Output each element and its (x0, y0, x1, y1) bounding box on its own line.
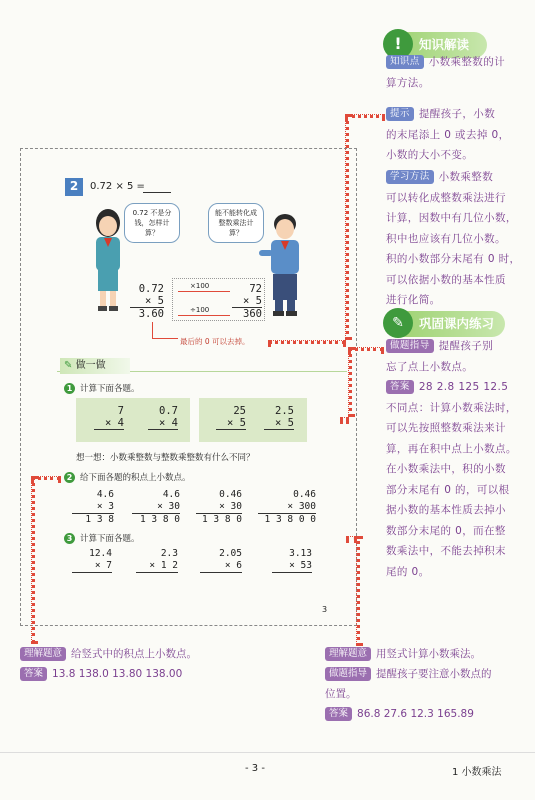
method-line: 可以依据小数的基本性质 (386, 273, 506, 286)
q1-item (94, 405, 124, 430)
do-it-title-label: 做一做 (75, 360, 106, 371)
answer-line: 可以先按照整数乘法来计 (386, 422, 506, 434)
q1-number: 1 (64, 383, 75, 394)
div-label: ÷100 (190, 306, 210, 314)
hint-text2: 的末尾添上 0 或去掉 0， (386, 128, 510, 141)
q1-item-line: × 4 (148, 417, 178, 430)
bottom-left-notes (20, 644, 340, 684)
q2-item (258, 489, 316, 526)
bottom-answer-text: 13.8 138.0 13.80 138.00 (52, 668, 183, 680)
method-line: 可以转化成整数乘法进行 (386, 191, 506, 204)
answer-line: 28 2.8 125 12.5 (418, 381, 509, 393)
q3-item-line: 3.13 (289, 548, 312, 559)
method-line: 积的小数部分末尾有 0 时， (386, 253, 521, 265)
leader-line (356, 536, 360, 646)
footer-rule (0, 752, 535, 753)
q3-item-line: × 6 (200, 560, 242, 573)
zero-note: 最后的 0 可以去掉。 (180, 337, 250, 346)
method-line: 小数乘整数 (438, 171, 494, 183)
calc-right (232, 283, 262, 320)
girl-speech-bubble: 0.72 不是分钱，怎样计算？ (124, 203, 180, 243)
q1-item-line: 0.7 (159, 405, 178, 417)
practice-header-label: 巩固课内练习 (419, 316, 495, 331)
leader-line (346, 536, 357, 540)
answer-line: 不同点：计算小数乘法时， (386, 401, 517, 414)
q1-item (216, 405, 246, 430)
calc-right-line: 360 (243, 308, 262, 320)
q2-item-line: 1 3 8 0 (201, 514, 242, 525)
knowledge-hint (386, 104, 526, 166)
q3-item-line: × 53 (272, 560, 312, 573)
leader-line (31, 476, 61, 480)
q2-number: 2 (64, 472, 75, 483)
right-guide-tag: 做题指导 (325, 667, 371, 681)
leader-line (31, 476, 35, 644)
q3-item-line: 12.4 (89, 548, 112, 559)
example-expression: 0.72 × 5 = (90, 181, 145, 192)
q3-item (136, 548, 178, 573)
leader-line (340, 417, 349, 421)
pencil-icon: ✎ (64, 360, 73, 371)
answer-line: 尾的 0。 (386, 565, 430, 578)
hint-tag: 提示 (386, 107, 414, 121)
q1-item-line: 7 (117, 405, 124, 417)
footer-chapter: 1 小数乘法 (452, 767, 502, 778)
practice-guide (386, 336, 528, 377)
q3-text: 计算下面各题。 (80, 534, 140, 544)
q3-item-line: 2.3 (160, 548, 178, 559)
leader-line (345, 114, 349, 340)
knowledge-header-label: 知识解读 (419, 37, 470, 52)
guide-tag: 做题指导 (386, 339, 434, 353)
method-line: 进行化简。 (386, 294, 441, 306)
pencil-icon: ✎ (383, 308, 413, 338)
calc-right-line: 72 (249, 283, 262, 295)
boy-speech-bubble: 能不能转化成整数乘法计算？ (208, 203, 264, 243)
calc-right-line: × 5 (232, 295, 262, 308)
footer-page-number: - 3 - (245, 763, 265, 774)
practice-answer (386, 377, 532, 582)
calc-left-line: 3.60 (138, 308, 164, 320)
answer-line: 在小数乘法中，积的小数 (386, 463, 506, 475)
answer-line: 数乘法中，不能去掉积末 (386, 545, 506, 557)
understand-tag: 理解题意 (20, 647, 66, 661)
right-understand-text: 用竖式计算小数乘法。 (376, 648, 482, 660)
q2-item-line: 1 3 8 0 (139, 514, 180, 525)
q1-item-line: × 5 (264, 417, 294, 430)
q3-item-line: 2.05 (219, 548, 242, 559)
q3 (64, 533, 140, 545)
answer-blank (143, 192, 171, 193)
knowledge-point-tag: 知识点 (386, 55, 424, 69)
q2 (64, 472, 191, 484)
q2-item-line: × 30 (132, 501, 180, 514)
mul-arrow (178, 291, 230, 292)
guide-line: 提醒孩子别 (438, 340, 494, 352)
answer-line: 数部分末尾的 0，而在整 (386, 524, 506, 537)
think-text: 想一想：小数乘整数与整数乘整数有什么不同？ (76, 453, 255, 463)
knowledge-point-text1: 小数乘整数的计 (428, 56, 506, 68)
q3-number: 3 (64, 533, 75, 544)
q3-item (272, 548, 312, 573)
q1-item-line: 25 (233, 405, 246, 417)
bottom-answer-tag: 答案 (20, 667, 47, 681)
q1-item-line: 2.5 (275, 405, 294, 417)
q2-item-line: × 3 (72, 501, 114, 514)
method-tag: 学习方法 (386, 170, 434, 184)
answer-tag: 答案 (386, 380, 414, 394)
answer-line: 算，再在积中点上小数点。 (386, 442, 517, 455)
practice-header (385, 311, 505, 337)
q1 (64, 383, 140, 395)
right-understand-tag: 理解题意 (325, 647, 371, 661)
answer-line: 部分末尾有 0 的，可以根 (386, 483, 510, 496)
q3-item (72, 548, 112, 573)
do-it-title (60, 358, 130, 374)
hint-text3: 小数的大小不变。 (386, 149, 474, 161)
q2-text: 给下面各题的积点上小数点。 (80, 473, 191, 483)
right-answer-tag: 答案 (325, 707, 352, 721)
right-answer-text: 86.8 27.6 12.3 165.89 (357, 708, 474, 720)
calc-left-line: × 5 (130, 295, 164, 308)
exclamation-icon: ! (383, 29, 413, 59)
q1-item (264, 405, 294, 430)
zero-note-pointer (152, 322, 153, 338)
q2-item-line: × 30 (196, 501, 242, 514)
textbook-page-number: 3 (322, 605, 328, 614)
q1-item (148, 405, 178, 430)
right-guide-text2: 位置。 (325, 688, 357, 700)
q1-item-line: × 4 (94, 417, 124, 430)
q2-item-line: 1 3 8 0 0 (264, 514, 316, 525)
right-guide-text1: 提醒孩子要注意小数点的 (376, 668, 492, 680)
boy-illustration (257, 210, 313, 318)
leader-line (268, 340, 346, 344)
zero-note-pointer (152, 338, 178, 339)
calc-left (130, 283, 164, 320)
q2-item-line: 4.6 (162, 489, 180, 500)
calc-left-line: 0.72 (138, 283, 164, 295)
q2-item-line: × 300 (258, 501, 316, 514)
girl-illustration (86, 205, 134, 315)
q2-item-line: 0.46 (293, 489, 316, 500)
q3-item (200, 548, 242, 573)
hint-text1: 提醒孩子，小数 (418, 108, 496, 120)
knowledge-point-text2: 算方法。 (386, 76, 430, 89)
answer-line: 据小数的基本性质去掉小 (386, 504, 506, 516)
q2-item (72, 489, 114, 526)
understand-text: 给竖式中的积点上小数点。 (71, 648, 198, 660)
leader-line (348, 347, 384, 351)
q2-item-line: 4.6 (96, 489, 114, 500)
knowledge-point (386, 52, 526, 93)
div-arrow (178, 315, 230, 316)
leader-line (345, 114, 385, 118)
q1-item-line: × 5 (216, 417, 246, 430)
q2-item-line: 0.46 (219, 489, 242, 500)
example-number: 2 (65, 178, 83, 196)
q2-item-line: 1 3 8 (85, 514, 114, 525)
bottom-right-notes (325, 644, 530, 724)
q3-item-line: × 7 (72, 560, 112, 573)
knowledge-method (386, 167, 528, 311)
mul-label: ×100 (190, 282, 210, 290)
leader-line (348, 347, 352, 417)
method-line: 积中也应该有几位小数。 (386, 232, 506, 245)
guide-line: 忘了点上小数点。 (386, 360, 474, 373)
method-line: 计算，因数中有几位小数， (386, 212, 517, 224)
q1-text: 计算下面各题。 (80, 384, 140, 394)
q2-item (132, 489, 180, 526)
q3-item-line: × 1 2 (136, 560, 178, 573)
q2-item (196, 489, 242, 526)
